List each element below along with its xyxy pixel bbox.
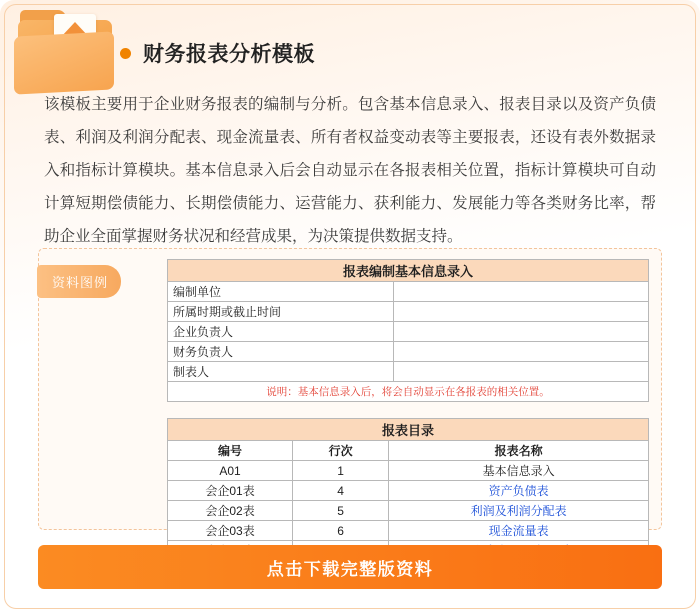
row-label: 制表人	[168, 362, 394, 382]
column-header: 编号	[168, 441, 293, 461]
example-sheets	[167, 259, 649, 561]
table-row	[168, 342, 649, 362]
table-row	[168, 282, 649, 302]
row-label: 所属时期或截止时间	[168, 302, 394, 322]
table-row	[168, 322, 649, 342]
column-header: 报表名称	[389, 441, 649, 461]
column-header: 行次	[293, 441, 389, 461]
row-value[interactable]	[394, 362, 649, 382]
report-directory-table	[167, 418, 649, 561]
cell-line: 5	[293, 501, 389, 521]
cell-name: 基本信息录入	[389, 461, 649, 481]
cell-line: 1	[293, 461, 389, 481]
row-label: 财务负责人	[168, 342, 394, 362]
folder-front	[14, 31, 114, 94]
table-row	[168, 461, 649, 481]
folder-upload-icon	[14, 4, 122, 100]
table-row	[168, 441, 649, 461]
cell-line: 6	[293, 521, 389, 541]
example-panel	[38, 248, 662, 538]
row-value[interactable]	[394, 322, 649, 342]
cell-code: A01	[168, 461, 293, 481]
row-label: 企业负责人	[168, 322, 394, 342]
row-value[interactable]	[394, 342, 649, 362]
basic-info-table	[167, 259, 649, 402]
table-row	[168, 260, 649, 282]
page-title: 财务报表分析模板	[143, 43, 315, 66]
title-row	[120, 38, 315, 68]
cell-code: 会企03表	[168, 521, 293, 541]
basic-info-title: 报表编制基本信息录入	[168, 260, 649, 282]
table-row	[168, 481, 649, 501]
example-badge: 资料图例	[37, 265, 121, 298]
table-row	[168, 362, 649, 382]
directory-title: 报表目录	[168, 419, 649, 441]
table-row	[168, 521, 649, 541]
cell-name-link[interactable]: 资产负债表	[389, 481, 649, 501]
cell-code: 会企02表	[168, 501, 293, 521]
row-label: 编制单位	[168, 282, 394, 302]
row-value[interactable]	[394, 282, 649, 302]
bullet-dot-icon	[120, 48, 131, 59]
cell-code: 会企01表	[168, 481, 293, 501]
cell-name-link[interactable]: 利润及利润分配表	[389, 501, 649, 521]
table-row	[168, 419, 649, 441]
cell-name-link[interactable]: 现金流量表	[389, 521, 649, 541]
cell-line: 4	[293, 481, 389, 501]
table-row	[168, 302, 649, 322]
sheet-gap	[167, 402, 649, 418]
table-row	[168, 501, 649, 521]
row-value[interactable]	[394, 302, 649, 322]
description-text: 该模板主要用于企业财务报表的编制与分析。包含基本信息录入、报表目录以及资产负债表、利润及利润分配表、现金流量表、所有者权益变动表等主要报表，还设有表外数据录入和指标计算模块。基本信息录入后会自动显示在各报表相关位置，指标计算模块可自动计算短期偿债能力、长期偿债能力、运营能力、获利能力、发展能力等各类财务比率，帮助企业全面掌握财务状况和经营成果，为决策提供数据支持。	[44, 96, 656, 245]
basic-info-note: 说明：基本信息录入后，将会自动显示在各报表的相关位置。	[168, 382, 649, 402]
download-button[interactable]: 点击下载完整版资料	[38, 545, 662, 589]
table-row	[168, 382, 649, 402]
